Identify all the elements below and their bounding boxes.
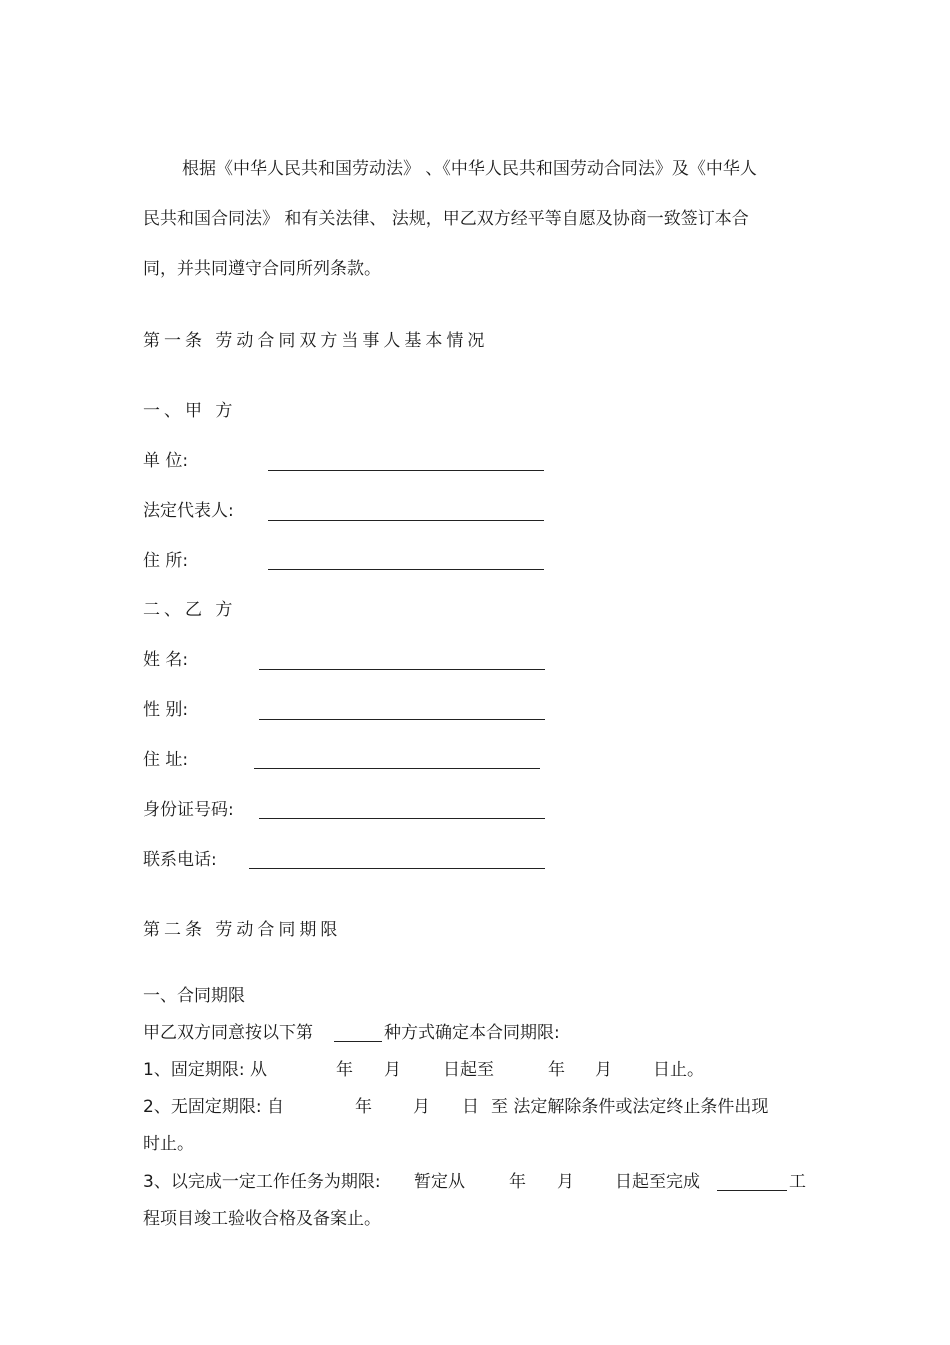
method-number-blank[interactable] <box>334 1041 382 1042</box>
contract-term-heading: 一、合同期限 <box>143 986 245 1006</box>
open-term-label: 2、无固定期限: 自 <box>143 1097 284 1117</box>
party-a-heading: 一、甲 方 <box>143 401 237 421</box>
intro-line-1: 根据《中华人民共和国劳动法》 、《中华人民共和国劳动合同法》及《中华人 <box>182 159 757 179</box>
fixed-end-year: 年 <box>548 1060 565 1080</box>
unit-field-line[interactable] <box>268 470 544 471</box>
open-start-day: 日 <box>462 1097 479 1117</box>
id-number-field-line[interactable] <box>259 818 545 819</box>
task-term-label: 3、以完成一定工作任务为期限: <box>143 1172 381 1192</box>
task-start-day: 日起至完成 <box>615 1172 700 1192</box>
open-term-line-2: 时止。 <box>143 1134 194 1154</box>
party-b-address-field-line[interactable] <box>254 768 540 769</box>
task-start-month: 月 <box>557 1172 574 1192</box>
task-term-end: 工 <box>789 1172 806 1192</box>
name-label: 姓 名: <box>143 650 189 670</box>
article-1-title: 第一条 劳动合同双方当事人基本情况 <box>143 331 489 351</box>
party-b-address-label: 住 址: <box>143 750 189 770</box>
party-b-heading: 二、乙 方 <box>143 600 237 620</box>
task-term-line-2: 程项目竣工验收合格及备案止。 <box>143 1209 381 1229</box>
party-a-address-label: 住 所: <box>143 551 189 571</box>
fixed-start-year: 年 <box>336 1060 353 1080</box>
intro-line-3: 同，并共同遵守合同所列条款。 <box>143 259 381 279</box>
intro-line-2: 民共和国合同法》 和有关法律、 法规，甲乙双方经平等自愿及协商一致签订本合 <box>143 209 749 229</box>
project-name-blank[interactable] <box>717 1190 787 1191</box>
fixed-start-day: 日起至 <box>443 1060 494 1080</box>
task-term-tentative: 暂定从 <box>414 1172 465 1192</box>
fixed-start-month: 月 <box>384 1060 401 1080</box>
party-a-address-field-line[interactable] <box>268 569 544 570</box>
open-term-condition: 至 法定解除条件或法定终止条件出现 <box>491 1097 769 1117</box>
open-start-month: 月 <box>413 1097 430 1117</box>
unit-label: 单 位: <box>143 451 189 471</box>
choose-method-text-a: 甲乙双方同意按以下第 <box>143 1023 313 1043</box>
phone-label: 联系电话: <box>143 850 217 870</box>
name-field-line[interactable] <box>259 669 545 670</box>
task-start-year: 年 <box>509 1172 526 1192</box>
legal-rep-field-line[interactable] <box>268 520 544 521</box>
open-start-year: 年 <box>355 1097 372 1117</box>
gender-field-line[interactable] <box>259 719 545 720</box>
gender-label: 性 别: <box>143 700 189 720</box>
legal-rep-label: 法定代表人: <box>143 501 234 521</box>
fixed-end-day: 日止。 <box>653 1060 704 1080</box>
choose-method-text-b: 种方式确定本合同期限: <box>384 1023 560 1043</box>
fixed-term-label: 1、固定期限: 从 <box>143 1060 267 1080</box>
fixed-end-month: 月 <box>595 1060 612 1080</box>
id-number-label: 身份证号码: <box>143 800 234 820</box>
article-2-title: 第二条 劳动合同期限 <box>143 920 342 940</box>
phone-field-line[interactable] <box>249 868 545 869</box>
